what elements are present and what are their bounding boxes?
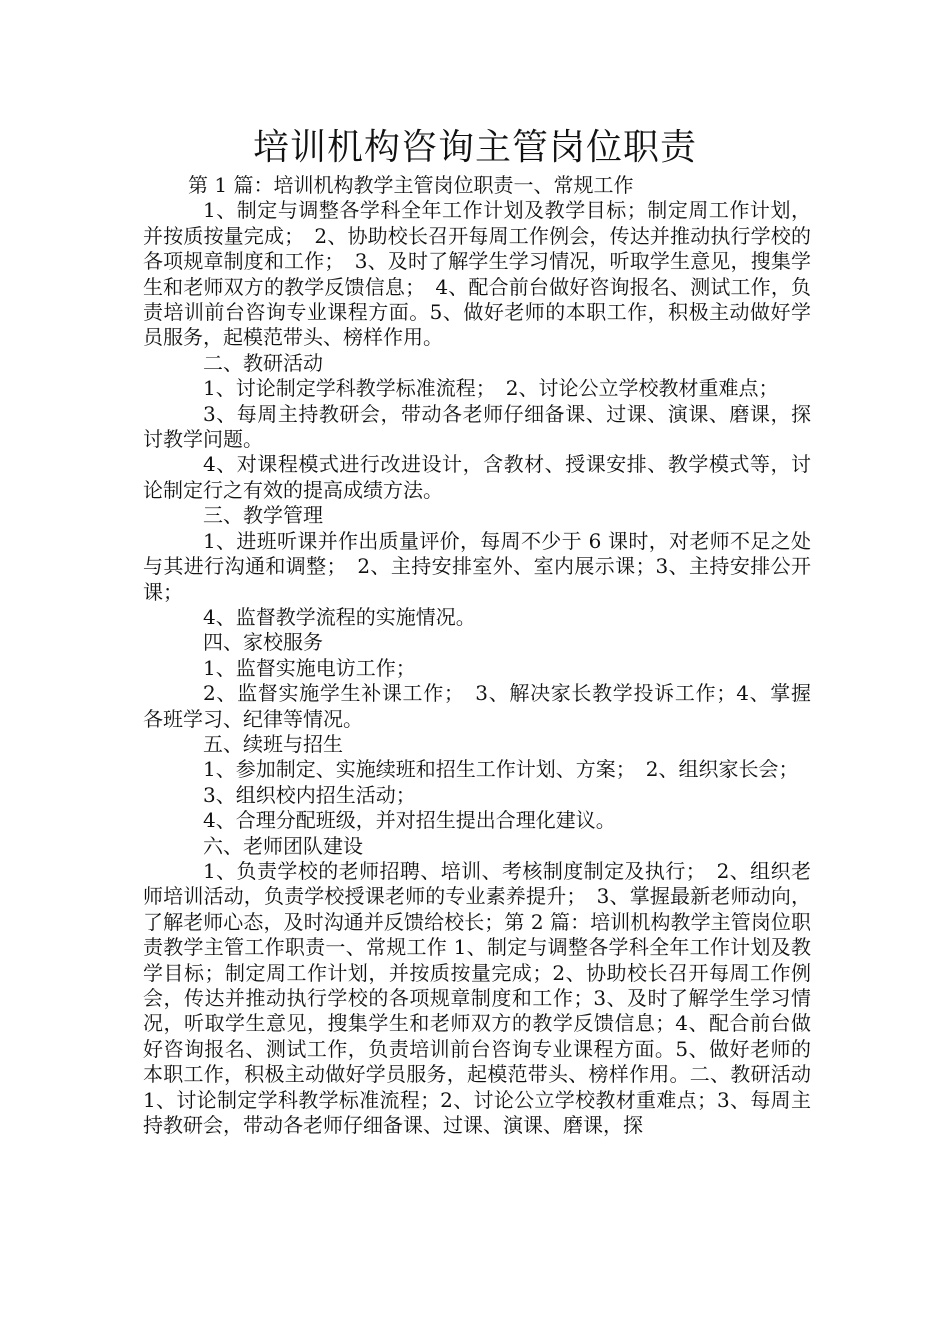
paragraph: 2、监督实施学生补课工作； 3、解决家长教学投诉工作；4、掌握各班学习、纪律等情况。 (143, 681, 811, 731)
document-title: 培训机构咨询主管岗位职责 (252, 127, 697, 168)
paragraph: 1、参加制定、实施续班和招生工作计划、方案； 2、组织家长会； (203, 757, 799, 782)
section-heading: 三、教学管理 (203, 503, 323, 528)
section-heading: 二、教研活动 (203, 350, 323, 375)
paragraph: 3、组织校内招生活动； (203, 782, 416, 807)
section-heading: 五、续班与招生 (203, 731, 343, 756)
paragraph: 4、对课程模式进行改进设计，含教材、授课安排、教学模式等，讨论制定行之有效的提高成绩方法。 (143, 452, 811, 502)
section-heading: 四、家校服务 (203, 630, 323, 655)
paragraph: 4、合理分配班级，并对招生提出合理化建议。 (203, 808, 616, 833)
paragraph: 1、讨论制定学科教学标准流程； 2、讨论公立学校教材重难点； (203, 376, 779, 401)
paragraph: 4、监督教学流程的实施情况。 (203, 604, 476, 629)
section-heading: 六、老师团队建设 (203, 833, 363, 858)
paragraph: 第 1 篇：培训机构教学主管岗位职责一、常规工作 (188, 173, 634, 197)
paragraph: 1、制定与调整各学科全年工作计划及教学目标；制定周工作计划，并按质按量完成； 2、协助校长召开每周工作例会，传达并推动执行学校的各项规章制度和工作； 3、及时了解学生学习情况，听取学生意见，搜集学生和老师双方的教学反馈信息； 4、配合前台做好咨询报名、测试工作，负责培训前台咨询专业课程方面。5、做好老师的本职工作，积极主动做好学员服务，起模范带头、榜样作用。 (143, 198, 811, 350)
paragraph: 3、每周主持教研会，带动各老师仔细备课、过课、演课、磨课，探讨教学问题。 (143, 401, 811, 452)
paragraph: 1、监督实施电访工作； (203, 655, 416, 680)
paragraph: 1、进班听课并作出质量评价，每周不少于 6 课时，对老师不足之处与其进行沟通和调整； 2、主持安排室外、室内展示课；3、主持安排公开课； (143, 528, 811, 604)
paragraph: 1、负责学校的老师招聘、培训、考核制度制定及执行； 2、组织老师培训活动，负责学校授课老师的专业素养提升； 3、掌握最新老师动向，了解老师心态，及时沟通并反馈给校长；第 2 篇：培训机构教学主管岗位职责教学主管工作职责一、常规工作 1、制定与调整各学科全年工作计划及教学目标；制定周工作计划，并按质按量完成；2、协助校长召开每周工作例会，传达并推动执行学校的各项规章制度和工作；3、及时了解学生学习情况，听取学生意见，搜集学生和老师双方的教学反馈信息；4、配合前台做好咨询报名、测试工作，负责培训前台咨询专业课程方面。5、做好老师的本职工作，积极主动做好学员服务，起模范带头、榜样作用。二、教研活动 1、讨论制定学科教学标准流程；2、讨论公立学校教材重难点；3、每周主持教研会，带动各老师仔细备课、过课、演课、磨课，探 (143, 858, 811, 1138)
document-body (143, 173, 811, 1138)
